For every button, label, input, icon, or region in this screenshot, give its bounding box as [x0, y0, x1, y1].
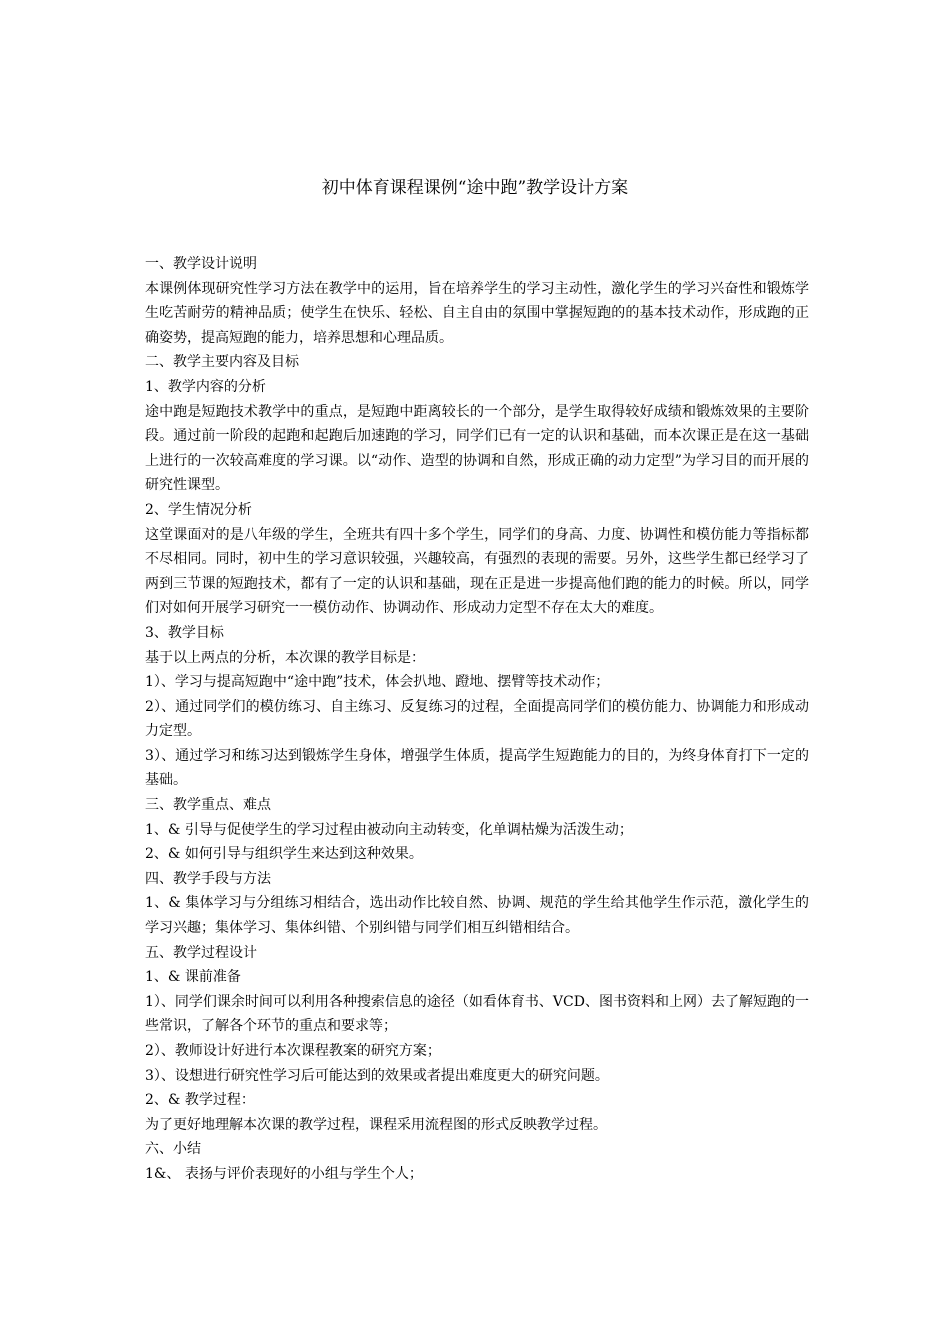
section-heading: 二、教学主要内容及目标: [145, 354, 299, 371]
document-body: [145, 252, 809, 1187]
subsection-heading: 1、& 课前准备: [145, 969, 241, 986]
section-heading: 三、教学重点、难点: [145, 797, 271, 814]
section-heading: 四、教学手段与方法: [145, 870, 271, 887]
list-item: 1）、同学们课余时间可以利用各种搜索信息的途径（如看体育书、VCD、图书资料和上网）去了解短跑的一些常识，了解各个环节的重点和要求等；: [145, 993, 809, 1035]
paragraph: 这堂课面对的是八年级的学生，全班共有四十多个学生，同学们的身高、力度、协调性和模仿能力等指标都不尽相同。同时，初中生的学习意识较强，兴趣较高，有强烈的表现的需要。另外，这些学生都已经学习了两到三节课的短跑技术，都有了一定的认识和基础，现在正是进一步提高他们跑的能力的时候。所以，同学们对如何开展学习研究一一模仿动作、协调动作、形成动力定型不存在太大的难度。: [145, 526, 809, 617]
paragraph: 为了更好地理解本次课的教学过程，课程采用流程图的形式反映教学过程。: [145, 1116, 607, 1133]
subsection-heading: 2、学生情况分析: [145, 501, 252, 518]
list-item: 3）、通过学习和练习达到锻炼学生身体，增强学生体质，提高学生短跑能力的目的，为终身体育打下一定的基础。: [145, 747, 809, 789]
section-heading: 五、教学过程设计: [145, 944, 257, 961]
list-item: 2）、通过同学们的模仿练习、自主练习、反复练习的过程，全面提高同学们的模仿能力、协调能力和形成动力定型。: [145, 698, 809, 740]
list-item: 2、& 如何引导与组织学生来达到这种效果。: [145, 846, 423, 863]
paragraph: 途中跑是短跑技术教学中的重点，是短跑中距离较长的一个部分，是学生取得较好成绩和锻炼效果的主要阶段。通过前一阶段的起跑和起跑后加速跑的学习，同学们已有一定的认识和基础，而本次课正是在这一基础上进行的一次较高难度的学习课。以“动作、造型的协调和自然，形成正确的动力定型”为学习目的而开展的研究性课型。: [145, 403, 809, 494]
list-item: 1&、 表扬与评价表现好的小组与学生个人；: [145, 1165, 423, 1182]
list-item: 2）、教师设计好进行本次课程教案的研究方案；: [145, 1043, 441, 1059]
subsection-heading: 3、教学目标: [145, 624, 224, 641]
section-heading: 一、教学设计说明: [145, 256, 257, 272]
paragraph: 本课例体现研究性学习方法在教学中的运用，旨在培养学生的学习主动性，激化学生的学习兴奋性和锻炼学生吃苦耐劳的精神品质；使学生在快乐、轻松、自主自由的氛围中掌握短跑的的基本技术动作，形成跑的正确姿势，提高短跑的能力，培养思想和心理品质。: [145, 280, 809, 346]
subsection-heading: 1、教学内容的分析: [145, 378, 266, 395]
list-item: 1、& 集体学习与分组练习相结合，选出动作比较自然、协调、规范的学生给其他学生作示范，激化学生的学习兴趣；集体学习、集体纠错、个别纠错与同学们相互纠错相结合。: [145, 895, 809, 937]
subsection-heading: 2、& 教学过程：: [145, 1092, 255, 1109]
list-item: 1、& 引导与促使学生的学习过程由被动向主动转变，化单调枯燥为活泼生动；: [145, 821, 633, 838]
section-heading: 六、小结: [145, 1141, 201, 1158]
document-title: 初中体育课程课例“途中跑”教学设计方案: [321, 178, 629, 198]
paragraph: 基于以上两点的分析，本次课的教学目标是：: [145, 649, 425, 666]
list-item: 3）、设想进行研究性学习后可能达到的效果或者提出难度更大的研究问题。: [145, 1067, 609, 1084]
list-item: 1）、学习与提高短跑中“途中跑”技术，体会扒地、蹬地、摆臂等技术动作；: [145, 674, 610, 691]
